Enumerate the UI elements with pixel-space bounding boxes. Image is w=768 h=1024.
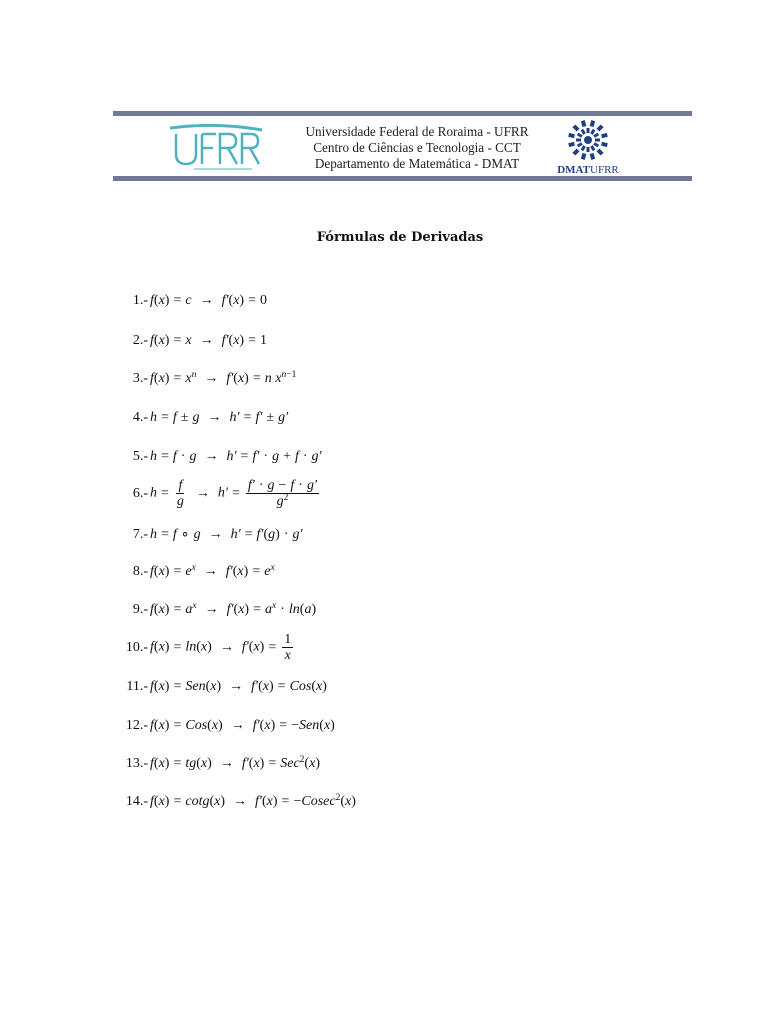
formula-expression: $f(x) = x^n \to f'(x) = n$ $x^{n-1}$ xyxy=(150,370,297,386)
formula-3 xyxy=(112,371,296,387)
formula-expression: $f(x) = a^x \to f'(x) = a^x \cdot \ln(a)$ xyxy=(150,601,317,617)
formula-expression: f(x) = ln(x) → f′(x) = $\frac{1}{x}$ xyxy=(150,632,292,663)
formula-2 xyxy=(112,333,267,349)
formula-number: 10.- xyxy=(125,639,148,655)
institution-header xyxy=(292,124,542,172)
page-title: Fórmulas de Derivadas xyxy=(316,230,484,245)
formula-number: 6.- xyxy=(132,485,148,501)
formula-7 xyxy=(112,526,303,543)
formula-9 xyxy=(112,602,316,618)
formula-expression: f(x) = Cos(x) → f′(x) = −Sen(x) xyxy=(150,718,335,733)
formula-13 xyxy=(112,756,320,772)
formula-6 xyxy=(112,478,321,509)
university-name: Universidade Federal de Roraima - UFRR xyxy=(305,124,529,139)
ufrr-logo-icon xyxy=(166,124,266,172)
formula-expression: f(x) = Sen(x) → f′(x) = Cos(x) xyxy=(150,679,327,694)
department-name: Departamento de Matemática - DMAT xyxy=(314,156,520,171)
formula-number: 1.- xyxy=(132,293,148,308)
formula-expression: h = f ∘ g → h′ = f′(g) · g′ xyxy=(150,527,303,542)
formula-number: 8.- xyxy=(132,564,148,579)
formula-number: 13.- xyxy=(125,756,148,771)
formula-number: 4.- xyxy=(132,410,148,425)
header-bottom-bar xyxy=(113,176,692,181)
formula-number: 12.- xyxy=(125,718,148,733)
formula-number: 14.- xyxy=(125,794,148,809)
formula-number: 2.- xyxy=(132,333,148,348)
formula-expression: $f(x) = e^x \to f'(x) = e^x$ xyxy=(150,563,275,579)
header-top-bar xyxy=(113,111,692,116)
formula-11 xyxy=(112,679,327,695)
formula-number: 9.- xyxy=(132,602,148,617)
formula-expression: h = $\frac{f}{g}$ → h′ = $\frac{f' \cdot g - f \cdot g'}{g^2}$ xyxy=(150,478,318,509)
svg-text:DMATUFRR: DMATUFRR xyxy=(557,164,619,176)
formula-14 xyxy=(112,794,356,810)
formula-number: 3.- xyxy=(132,371,148,386)
dmat-logo-icon xyxy=(554,118,622,176)
formula-expression: h = f ± g → h′ = f′ ± g′ xyxy=(150,410,289,425)
formula-4 xyxy=(112,410,288,426)
formula-1 xyxy=(112,293,267,309)
formula-expression: f(x) = x → f′(x) = 1 xyxy=(150,333,267,348)
formula-12 xyxy=(112,718,335,734)
formula-expression: f(x) = tg(x) → f′(x) = Sec$^2$(x) xyxy=(150,755,320,771)
formula-expression: f(x) = c → f′(x) = 0 xyxy=(150,293,267,308)
formula-8 xyxy=(112,564,275,580)
formula-expression: h = f · g → h′ = f′ · g + f · g′ xyxy=(150,449,322,464)
formula-number: 5.- xyxy=(132,449,148,464)
formula-number: 7.- xyxy=(132,526,148,542)
formula-5 xyxy=(112,449,322,465)
formula-number: 11.- xyxy=(126,679,148,694)
center-name: Centro de Ciências e Tecnologia - CCT xyxy=(313,140,521,155)
formula-10 xyxy=(112,632,295,663)
formula-expression: f(x) = cotg(x) → f′(x) = −Cosec$^2$(x) xyxy=(150,793,356,809)
